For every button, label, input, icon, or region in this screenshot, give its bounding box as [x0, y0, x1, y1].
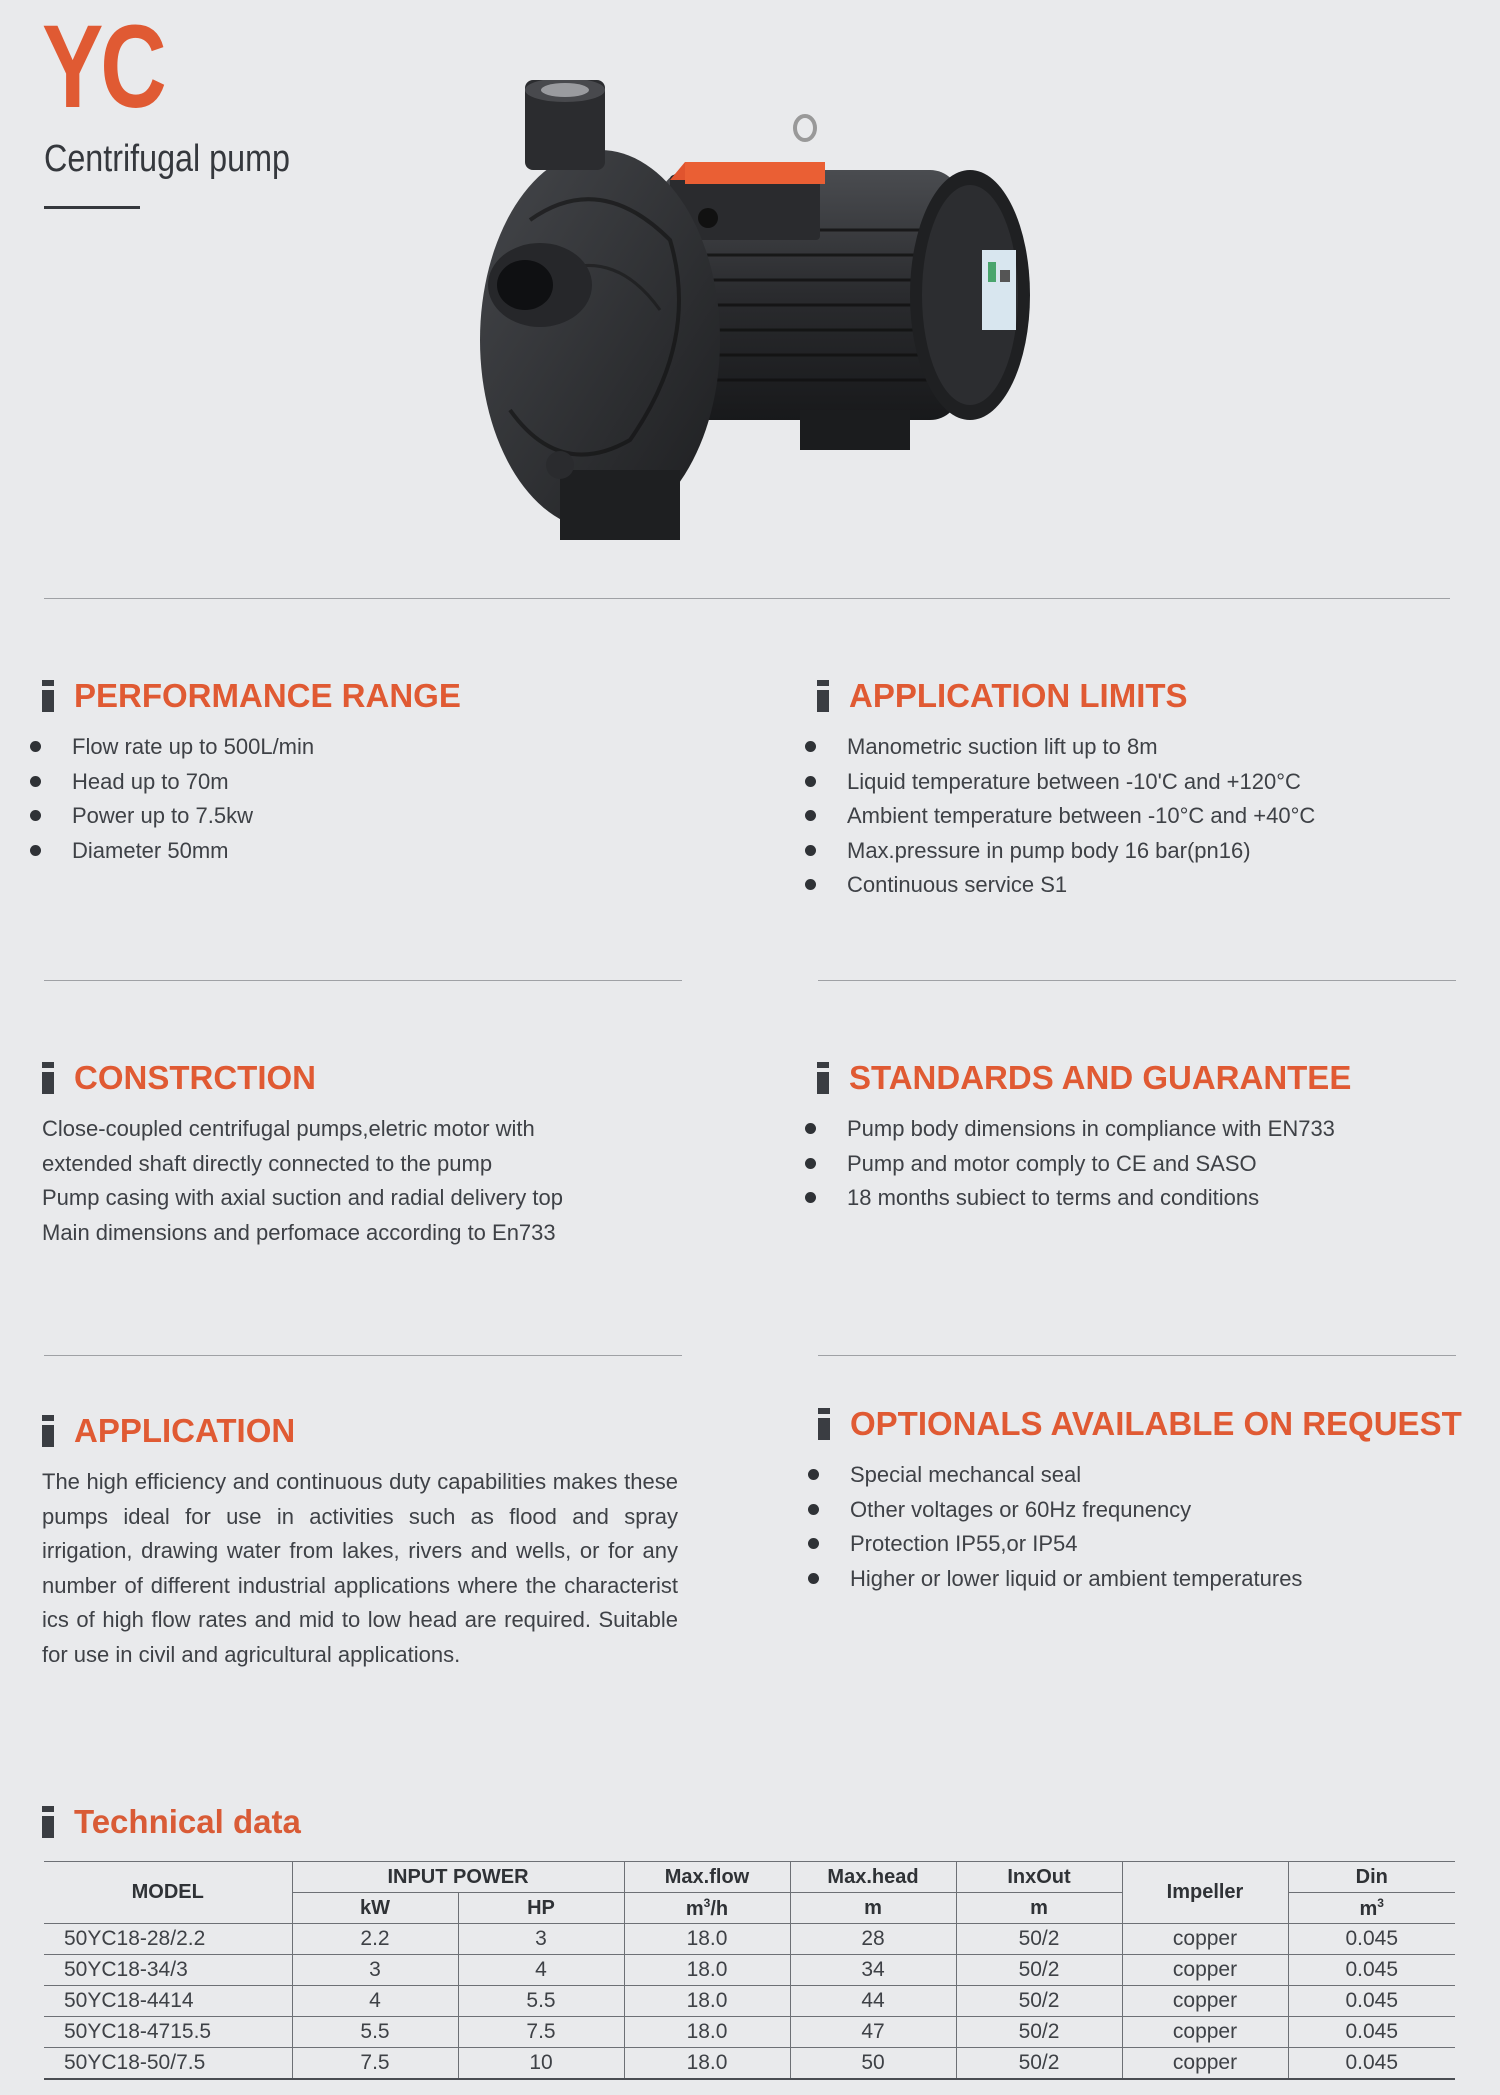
cell-model: 50YC18-50/7.5 [44, 2048, 292, 2079]
technical-data-table [44, 1861, 1455, 2080]
cell-head: 47 [790, 2017, 956, 2048]
section-marker-icon [42, 1806, 54, 1838]
list-item: 18 months subiect to terms and conditions [817, 1181, 1351, 1216]
cell-din: 0.045 [1288, 2048, 1455, 2079]
cell-din: 0.045 [1288, 1924, 1455, 1955]
cell-din: 0.045 [1288, 1955, 1455, 1986]
cell-hp: 3 [458, 1924, 624, 1955]
limits-section [817, 676, 1315, 903]
header-model: MODEL [44, 1862, 292, 1924]
cell-inxout: 50/2 [956, 2017, 1122, 2048]
cell-din: 0.045 [1288, 2017, 1455, 2048]
header-hp: HP [458, 1893, 624, 1924]
list-item: Diameter 50mm [42, 834, 461, 869]
divider-right-2 [818, 1355, 1456, 1356]
cell-impeller: copper [1122, 1955, 1288, 1986]
list-item: Special mechancal seal [820, 1458, 1462, 1493]
section-marker-icon [817, 680, 829, 712]
header-flow-unit: $m^3/h$ [624, 1893, 790, 1924]
construction-line: extended shaft directly connected to the pump [42, 1150, 493, 1176]
limits-title: APPLICATION LIMITS [849, 677, 1188, 714]
performance-title: PERFORMANCE RANGE [74, 677, 461, 714]
construction-title: CONSTRCTION [74, 1059, 316, 1096]
cell-hp: 4 [458, 1955, 624, 1986]
list-item: Head up to 70m [42, 765, 461, 800]
section-marker-icon [42, 680, 54, 712]
performance-list [42, 730, 461, 868]
cell-kw: 2.2 [292, 1924, 458, 1955]
cell-impeller: copper [1122, 1924, 1288, 1955]
list-item: Flow rate up to 500L/min [42, 730, 461, 765]
cell-model: 50YC18-4414 [44, 1986, 292, 2017]
header-din: Din [1288, 1862, 1455, 1893]
list-item: Max.pressure in pump body 16 bar(pn16) [817, 834, 1315, 869]
section-marker-icon [42, 1062, 54, 1094]
construction-line: Pump casing with axial suction and radial delivery top [42, 1185, 563, 1210]
construction-line: Close-coupled centrifugal pumps,eletric motor with [42, 1116, 535, 1141]
cell-impeller: copper [1122, 2048, 1288, 2079]
list-item: Power up to 7.5kw [42, 799, 461, 834]
header-kw: kW [292, 1893, 458, 1924]
standards-section [817, 1058, 1351, 1216]
table-row [44, 1924, 1455, 1955]
divider-left-2 [44, 1355, 682, 1356]
list-item: Continuous service S1 [817, 868, 1315, 903]
cell-inxout: 50/2 [956, 1955, 1122, 1986]
header-impeller: Impeller [1122, 1862, 1288, 1924]
technical-section [42, 1802, 301, 1842]
cell-flow: 18.0 [624, 2048, 790, 2079]
list-item: Pump body dimensions in compliance with EN733 [817, 1112, 1351, 1147]
standards-list [817, 1112, 1351, 1216]
header-inxout: InxOut [956, 1862, 1122, 1893]
cell-kw: 3 [292, 1955, 458, 1986]
list-item: Ambient temperature between -10°C and +40°C [817, 799, 1315, 834]
section-marker-icon [817, 1062, 829, 1094]
cell-impeller: copper [1122, 2017, 1288, 2048]
cell-flow: 18.0 [624, 2017, 790, 2048]
header-input-power: INPUT POWER [292, 1862, 624, 1893]
technical-title: Technical data [74, 1803, 301, 1840]
subtitle-underline [44, 206, 140, 209]
divider-left-1 [44, 980, 682, 981]
divider-right-1 [818, 980, 1456, 981]
list-item: Higher or lower liquid or ambient temperatures [820, 1562, 1462, 1597]
cell-model: 50YC18-28/2.2 [44, 1924, 292, 1955]
product-subtitle: Centrifugal pump [44, 138, 290, 180]
construction-line: Main dimensions and perfomace according to En733 [42, 1219, 556, 1245]
cell-hp: 5.5 [458, 1986, 624, 2017]
cell-inxout: 50/2 [956, 1924, 1122, 1955]
cell-head: 28 [790, 1924, 956, 1955]
optionals-list [820, 1458, 1462, 1596]
top-divider [44, 598, 1450, 599]
optionals-title: OPTIONALS AVAILABLE ON REQUEST [850, 1405, 1462, 1442]
construction-text [42, 1112, 563, 1250]
application-title: APPLICATION [74, 1412, 296, 1449]
list-item: Liquid temperature between -10'C and +120°C [817, 765, 1315, 800]
cell-impeller: copper [1122, 1986, 1288, 2017]
construction-section [42, 1058, 563, 1250]
performance-section [42, 676, 461, 868]
cell-head: 50 [790, 2048, 956, 2079]
optionals-section [818, 1404, 1462, 1596]
cell-model: 50YC18-4715.5 [44, 2017, 292, 2048]
table-row [44, 2017, 1455, 2048]
cell-kw: 5.5 [292, 2017, 458, 2048]
header-max-head: Max.head [790, 1862, 956, 1893]
list-item: Protection IP55,or IP54 [820, 1527, 1462, 1562]
standards-title: STANDARDS AND GUARANTEE [849, 1059, 1352, 1096]
table-row [44, 1986, 1455, 2017]
cell-head: 44 [790, 1986, 956, 2017]
table-row [44, 1955, 1455, 1986]
brand-title: YC [42, 1, 164, 133]
header-head-unit: m [790, 1893, 956, 1924]
section-marker-icon [818, 1408, 830, 1440]
cell-inxout: 50/2 [956, 1986, 1122, 2017]
table-header-row [44, 1862, 1455, 1893]
cell-kw: 7.5 [292, 2048, 458, 2079]
list-item: Pump and motor comply to CE and SASO [817, 1147, 1351, 1182]
cell-head: 34 [790, 1955, 956, 1986]
header-max-flow: Max.flow [624, 1862, 790, 1893]
cell-kw: 4 [292, 1986, 458, 2017]
cell-flow: 18.0 [624, 1986, 790, 2017]
cell-hp: 7.5 [458, 2017, 624, 2048]
cell-flow: 18.0 [624, 1924, 790, 1955]
application-text: The high efficiency and continuous duty capabilities makes these pumps ideal for use in activities such as flood and spray irrigation, drawing water from lakes, rivers and wells, or for any number of different industrial applications where the characterist ics of high flow rates and mid to low head are required. Suitable for use in civil and agricultural applications. [42, 1469, 678, 1667]
header-din-unit: $m^3$ [1288, 1893, 1455, 1924]
pump-image [470, 80, 1050, 560]
application-section [42, 1411, 678, 1672]
cell-hp: 10 [458, 2048, 624, 2079]
cell-din: 0.045 [1288, 1986, 1455, 2017]
header-inxout-unit: m [956, 1893, 1122, 1924]
section-marker-icon [42, 1415, 54, 1447]
table-row [44, 2048, 1455, 2079]
cell-model: 50YC18-34/3 [44, 1955, 292, 1986]
limits-list [817, 730, 1315, 903]
list-item: Other voltages or 60Hz frequnency [820, 1493, 1462, 1528]
list-item: Manometric suction lift up to 8m [817, 730, 1315, 765]
cell-flow: 18.0 [624, 1955, 790, 1986]
cell-inxout: 50/2 [956, 2048, 1122, 2079]
